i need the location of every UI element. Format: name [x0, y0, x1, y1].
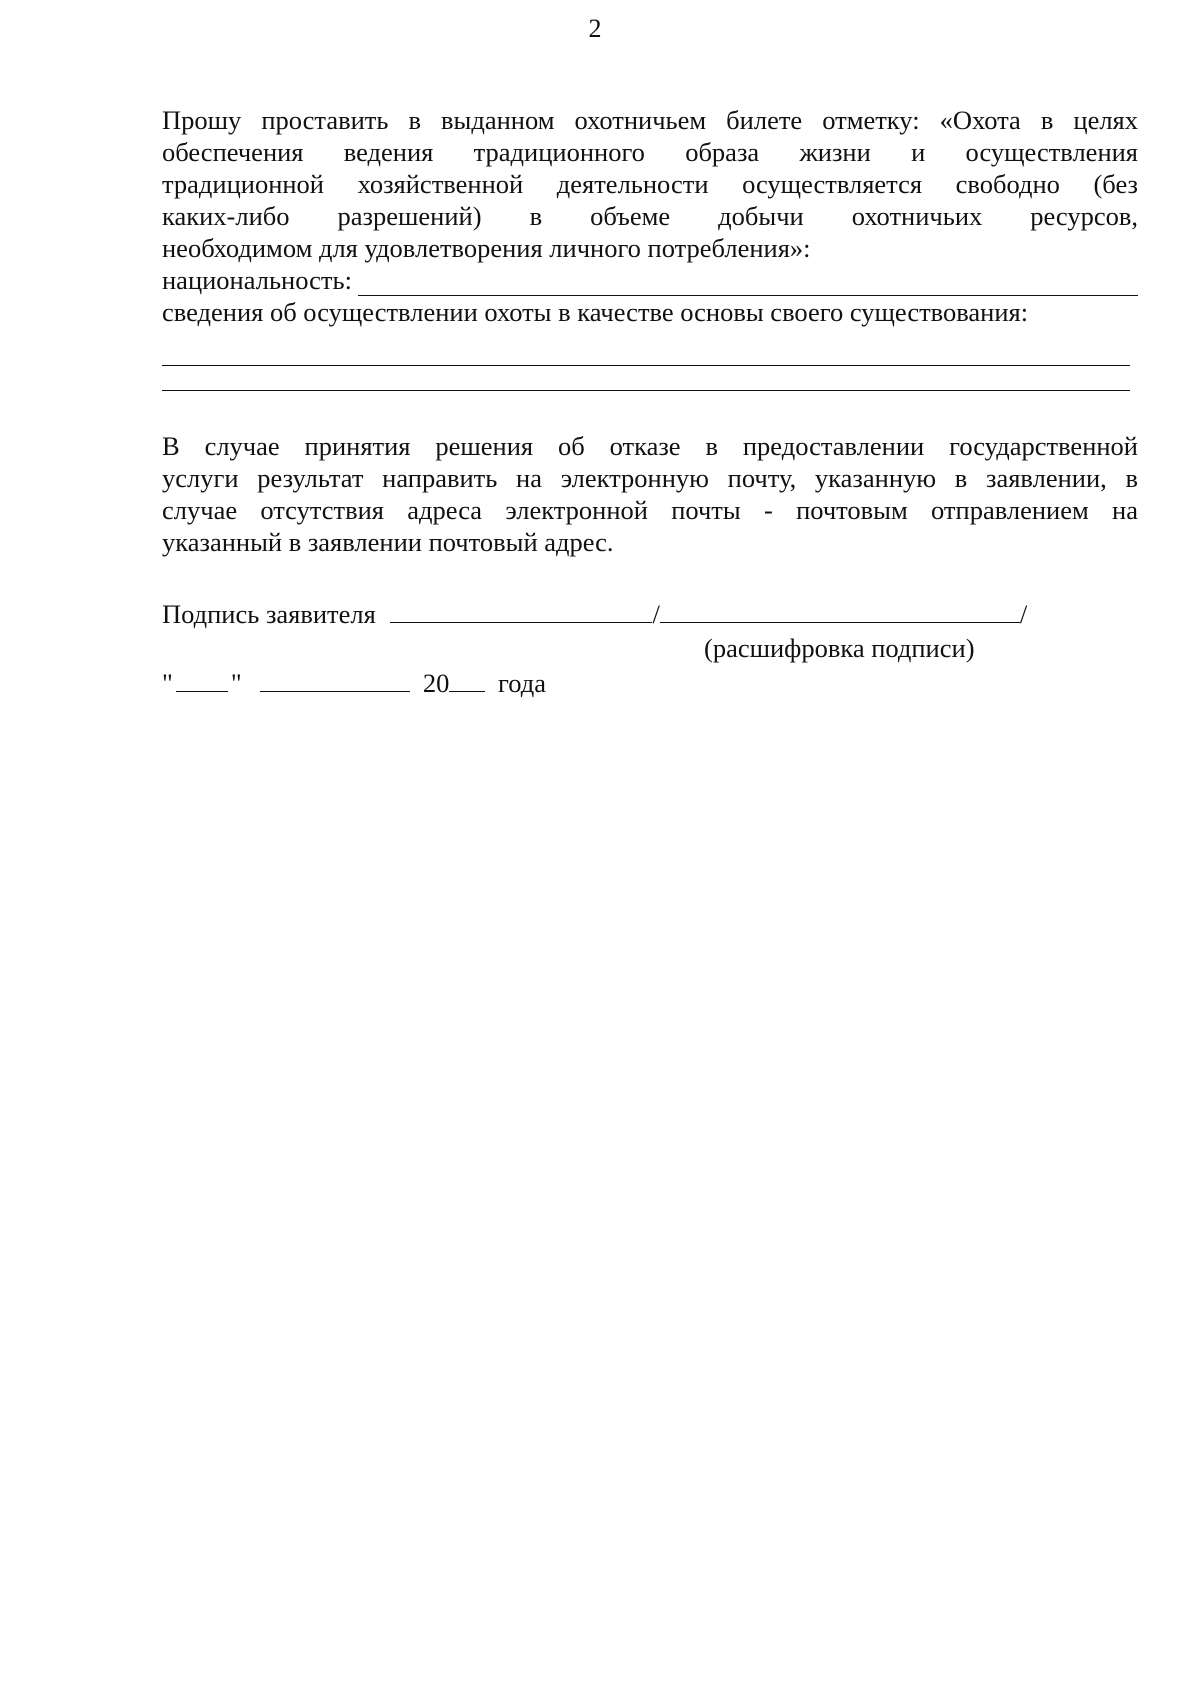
- request-line: традиционной хозяйственной деятельности осуществляется свободно (без: [162, 169, 1138, 199]
- signature-decoding-field[interactable]: [660, 598, 1020, 623]
- date-month-field[interactable]: [260, 667, 410, 692]
- request-paragraph: [162, 104, 1138, 328]
- hunting-info-label: сведения об осуществлении охоты в качестве основы своего существования:: [162, 297, 1029, 327]
- signature-field[interactable]: [390, 598, 652, 623]
- request-line: обеспечения ведения традиционного образа жизни и осуществления: [162, 137, 1138, 167]
- date-quote-close: ": [230, 668, 242, 698]
- request-line: каких-либо разрешений) в объеме добычи охотничьих ресурсов,: [162, 201, 1138, 231]
- signature-caption: (расшифровка подписи): [704, 633, 975, 663]
- signature-closing: /: [1019, 599, 1028, 629]
- date-day-field[interactable]: [176, 667, 228, 692]
- page-number: 2: [588, 14, 602, 43]
- date-year-prefix: 20: [422, 668, 450, 698]
- hunting-info-field-2[interactable]: [162, 390, 1130, 391]
- signature-label: Подпись заявителя: [162, 599, 376, 629]
- date-year-suffix: года: [498, 668, 546, 698]
- refusal-line: услуги результат направить на электронную почту, указанную в заявлении, в: [162, 463, 1138, 493]
- date-row: [162, 667, 546, 699]
- nationality-row: [162, 264, 1138, 296]
- signature-row: [162, 598, 1027, 630]
- refusal-paragraph: [162, 430, 1138, 558]
- refusal-line: В случае принятия решения об отказе в предоставлении государственной: [162, 431, 1138, 461]
- refusal-line: случае отсутствия адреса электронной почты - почтовым отправлением на: [162, 495, 1138, 525]
- request-line: Прошу проставить в выданном охотничьем билете отметку: «Охота в целях: [162, 105, 1138, 135]
- nationality-field[interactable]: [358, 271, 1138, 296]
- refusal-line: указанный в заявлении почтовый адрес.: [162, 527, 614, 557]
- nationality-label: национальность:: [162, 265, 352, 295]
- signature-separator: /: [652, 599, 660, 629]
- hunting-info-field-1[interactable]: [162, 365, 1130, 366]
- date-year-field[interactable]: [449, 667, 485, 692]
- date-quote-open: ": [162, 668, 173, 698]
- request-line: необходимом для удовлетворения личного потребления»:: [162, 233, 811, 263]
